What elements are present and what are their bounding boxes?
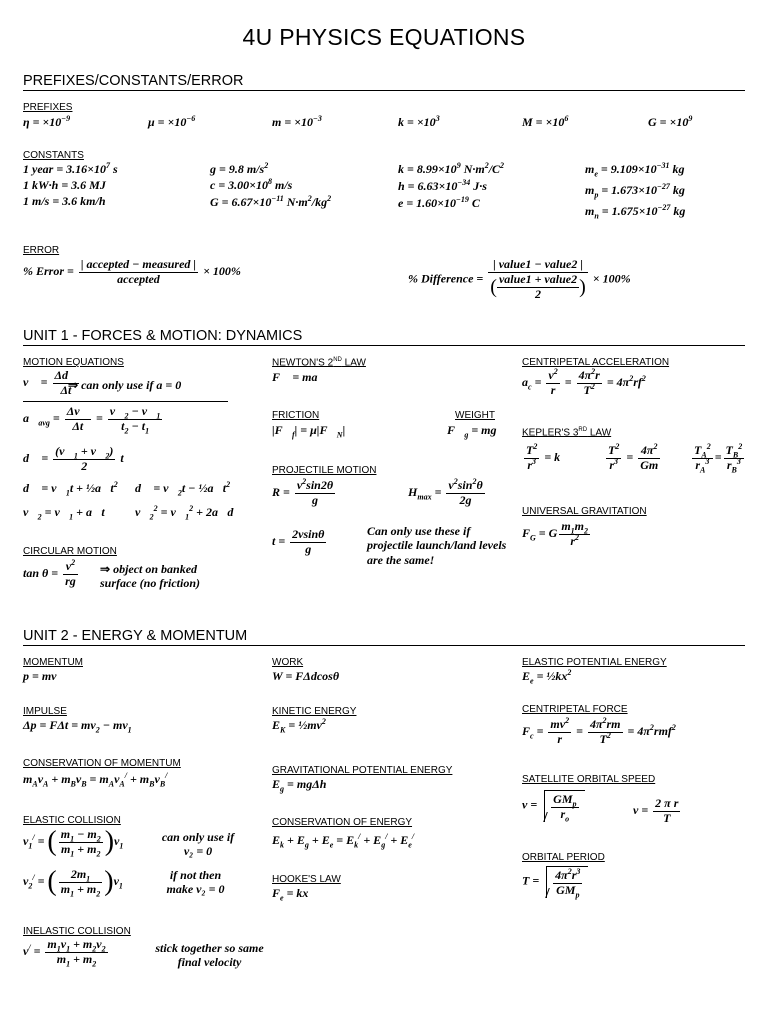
constant-h: $h = 6.63\times 10^{-34}$ J·s xyxy=(398,178,487,193)
label-friction: FRICTION xyxy=(272,410,320,421)
label-impulse: IMPULSE xyxy=(23,706,67,717)
elastic-v2-equation: $v_2^/$ = ( $\frac{2m_1}{m_1 + m_2}$ )$v_1$ xyxy=(23,866,123,899)
constant-kwh: 1 kW·h = 3.6 MJ xyxy=(23,178,106,192)
section-unit1: UNIT 1 - FORCES & MOTION: DYNAMICS xyxy=(23,328,745,346)
label-weight: WEIGHT xyxy=(455,410,495,421)
label-hookes-law: HOOKE'S LAW xyxy=(272,874,341,885)
gravitational-pe-equation: $E_g = mg\Delta h$ xyxy=(272,777,327,794)
conservation-momentum-equation: $m_Av_A + m_Bv_B = m_Av_A^/ + m_Bv_B^/$ xyxy=(23,771,168,789)
constant-mn: $m_n = 1.675\times 10^{-27}$ kg xyxy=(585,203,686,221)
label-elastic-collision: ELASTIC COLLISION xyxy=(23,815,121,826)
label-newtons-second-law: NEWTON'S 2ND LAW xyxy=(272,357,366,369)
orbital-period-equation: T = $\frac{4\pi^2r^3}{GM_p}$ xyxy=(522,866,588,898)
elastic-v1-equation: $v_1^/$ = ( $\frac{m_1 - m_2}{m_1 + m_2}$ )$v_1$ xyxy=(23,826,124,859)
prefix-mega: $M = \times 10^6$ xyxy=(522,114,569,129)
prefix-nano: $\eta = \times 10^{-9}$ xyxy=(23,114,71,129)
constant-mp: $m_p = 1.673\times 10^{-27}$ kg xyxy=(585,182,685,200)
constant-k: $k = 8.99\times 10^9$ $N\cdot m^2/C^2$ xyxy=(398,161,505,176)
label-circular-motion: CIRCULAR MOTION xyxy=(23,546,117,557)
constant-ms-kmh: 1 m/s = 3.6 km/h xyxy=(23,194,106,208)
kepler-mass-equation: $\frac{T^2}{r^3}$ = $\frac{4\pi^2}{Gm}$ xyxy=(608,442,659,472)
kepler-ratio-equation: $\frac{T_A^2}{r_A^3}$ = $\frac{T_B^2}{r_B^3}$ xyxy=(694,442,743,475)
range-equation: R = $\frac{v^2\sin 2\theta}{g}$ xyxy=(272,477,334,507)
orbital-speed-period-equation: v = $\frac{\text{2 π r}}{T}$ xyxy=(633,796,679,825)
label-keplers-third-law: KEPLER'S 3RD LAW xyxy=(522,427,612,439)
friction-equation: $|F⃗_f|$ = $\mu|F⃗_N|$ xyxy=(272,423,346,440)
max-height-equation: $H_{max}$ = $\frac{v^2\sin^2\theta}{2g}$ xyxy=(408,477,483,507)
section-prefixes-constants-error: PREFIXES/CONSTANTS/ERROR xyxy=(23,73,745,91)
prefix-giga: $G = \times 10^9$ xyxy=(648,114,693,129)
note-a-zero: ⇒ can only use if a = 0 xyxy=(68,378,182,392)
label-prefixes: PREFIXES xyxy=(23,102,73,113)
constant-me: $m_e = 9.109\times 10^{-31}$ kg xyxy=(585,161,685,179)
note-elastic-1: can only use if v₂ = 0 xyxy=(161,830,235,859)
label-centripetal-force: CENTRIPETAL FORCE xyxy=(522,704,628,715)
constant-year: 1 year = $3.16\times 10^7$ s xyxy=(23,161,118,176)
label-universal-gravitation: UNIVERSAL GRAVITATION xyxy=(522,506,647,517)
prefix-micro: $\mu = \times 10^{-6}$ xyxy=(148,114,196,129)
weight-equation: $F⃗_g$ = mg⃗ xyxy=(447,423,506,440)
displacement-v1-equation: d⃗ = $v⃗_1t$ + $\frac{1}{2}a⃗t^2$ xyxy=(23,480,118,498)
label-satellite-speed: SATELLITE ORBITAL SPEED xyxy=(522,774,656,785)
velocity-squared-equation: $v⃗_2^2$ = $v⃗_1^2$ + 2a⃗d⃗ xyxy=(135,504,243,522)
section-unit2: UNIT 2 - ENERGY & MOMENTUM xyxy=(23,628,745,646)
label-inelastic-collision: INELASTIC COLLISION xyxy=(23,926,131,937)
note-banked: ⇒ object on banked surface (no friction) xyxy=(100,562,200,591)
newtons-law-equation: F⃗ = ma⃗ xyxy=(272,370,327,384)
satellite-speed-equation: v = $\frac{GM_p}{r_o}$ xyxy=(522,790,585,822)
label-gravitational-pe: GRAVITATIONAL POTENTIAL ENERGY xyxy=(272,765,453,776)
note-inelastic: stick together so same final velocity xyxy=(155,941,264,970)
centripetal-acceleration-equation: $a_c$ = $\frac{v^2}{r}$ = $\frac{4\pi^2r}{T^2}$ = $4\pi^2rf^2$ xyxy=(522,367,646,397)
percent-difference-equation: % Difference = | value1 − value2 | ( $\frac{\text{value1 + value2}}{2}$ ) × 100% xyxy=(408,257,631,301)
label-conservation-momentum: CONSERVATION OF MOMENTUM xyxy=(23,758,181,769)
label-momentum: MOMENTUM xyxy=(23,657,83,668)
label-motion-equations: MOTION EQUATIONS xyxy=(23,357,124,368)
label-centripetal-acceleration: CENTRIPETAL ACCELERATION xyxy=(522,357,670,368)
centripetal-force-equation: $F_c$ = $\frac{mv^2}{r}$ = $\frac{4\pi^2rm}{T^2}$ = $4\pi^2rmf^2$ xyxy=(522,716,676,746)
constant-c: $c = 3.00\times 10^8$ m/s xyxy=(210,177,293,192)
percent-error-equation: % Error = $\frac{\text{| accepted − measured |}}{\text{accepted}}$ × 100% xyxy=(23,257,241,286)
constant-G: $G = 6.67\times 10^{-11}$ $N\cdot m^2/kg^2$ xyxy=(210,194,332,209)
velocity-equation: v⃗ = $\frac{\Delta d⃗}{\Delta t}$ xyxy=(23,369,228,402)
label-projectile-motion: PROJECTILE MOTION xyxy=(272,465,377,476)
time-of-flight-equation: t = $\frac{2vsin\theta}{g}$ xyxy=(272,527,325,556)
universal-gravitation-equation: $F_G = G$ $\frac{m_1m_2}{r^2}$ xyxy=(522,519,588,548)
conservation-energy-equation: $E_k + E_g + E_e = E_k^/ + E_g^/ + E_e^/$ xyxy=(272,832,415,850)
label-conservation-energy: CONSERVATION OF ENERGY xyxy=(272,817,413,828)
displacement-average-equation: d⃗ = $\frac{(v⃗_1 + v⃗_2)}{2}$ t xyxy=(23,444,124,473)
label-constants: CONSTANTS xyxy=(23,150,84,161)
inelastic-equation: v/ = $\frac{m_1v_1 + m_2v_2}{m_1 + m_2}$ xyxy=(23,937,106,969)
label-error: ERROR xyxy=(23,245,60,256)
kepler-constant-equation: $\frac{T^2}{r^3}$ = k xyxy=(526,442,561,472)
note-elastic-2: if not then make v₂ = 0 xyxy=(166,868,225,897)
work-equation: W = FΔdcosθ xyxy=(272,669,340,683)
impulse-equation: $\Delta p = F\Delta t = mv_2 - mv_1$ xyxy=(23,718,132,735)
average-acceleration-equation: $a⃗_{avg}$ = $\frac{\Delta v⃗}{\Delta t}$ = $\frac{v⃗_2 - v⃗_1}{t_2 - t_1}$ xyxy=(23,404,161,436)
constant-e: $e = 1.60\times 10^{-19}$ C xyxy=(398,195,480,210)
elastic-pe-equation: $E_e$ = $\frac{1}{2}kx^2$ xyxy=(522,668,572,686)
displacement-v2-equation: d⃗ = $v⃗_2t$ − $\frac{1}{2}a⃗t^2$ xyxy=(135,480,231,498)
momentum-equation: p = mv xyxy=(23,669,57,683)
prefix-milli: $m = \times 10^{-3}$ xyxy=(272,114,322,129)
hookes-law-equation: $F_e$ = kx xyxy=(272,886,309,903)
note-projectile: Can only use these if projectile launch/land levels are the same! xyxy=(367,524,507,567)
constant-g: g = 9.8 $m/s^2$ xyxy=(210,161,269,176)
kinetic-energy-equation: $E_K$ = $\frac{1}{2}mv^2$ xyxy=(272,717,326,735)
banked-curve-equation: tan θ = $\frac{v^2}{rg}$ xyxy=(23,558,76,588)
label-orbital-period: ORBITAL PERIOD xyxy=(522,852,605,863)
label-work: WORK xyxy=(272,657,304,668)
label-elastic-pe: ELASTIC POTENTIAL ENERGY xyxy=(522,657,667,668)
final-velocity-equation: $v⃗_2$ = $v⃗_1$ + a⃗t xyxy=(23,505,105,522)
page-title: 4U PHYSICS EQUATIONS xyxy=(242,24,526,50)
label-kinetic-energy: KINETIC ENERGY xyxy=(272,706,357,717)
prefix-kilo: $k = \times 10^3$ xyxy=(398,114,440,129)
